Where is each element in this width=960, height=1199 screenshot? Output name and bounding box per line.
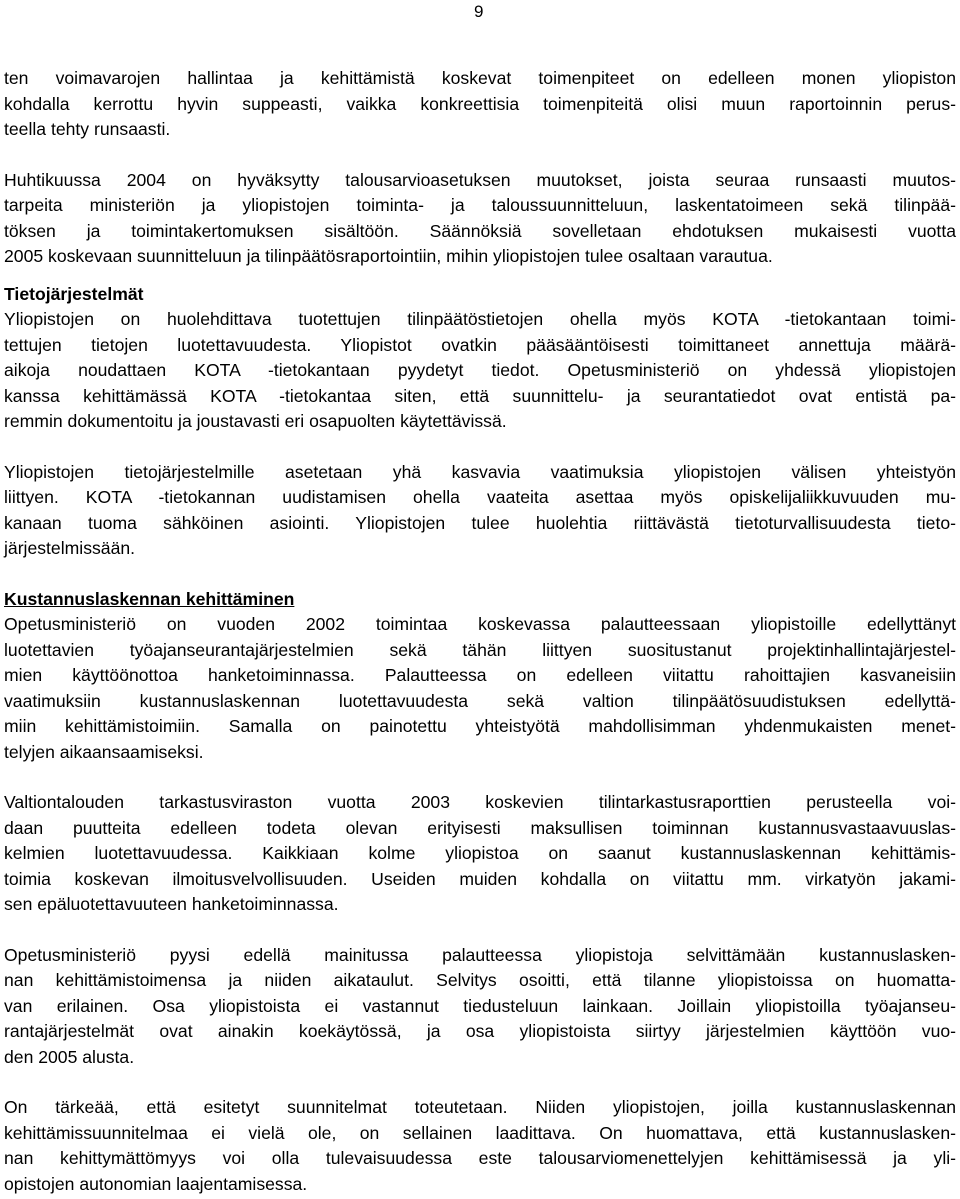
text-line: kanaan tuoma sähköinen asiointi. Yliopistojen tulee huolehtia riittävästä tietoturvallisuudesta tieto- <box>4 512 956 533</box>
text-line: rantajärjestelmät ovat ainakin koekäytössä, ja osa yliopistoista siirtyy järjestelmien käyttöön vuo- <box>4 1021 956 1041</box>
text-line: kanssa kehittämässä KOTA -tietokantaa siten, että suunnittelu- ja seurantatiedot ovat entistä pa- <box>4 385 956 406</box>
text-line: kohdalla kerrottu hyvin suppeasti, vaikka konkreettisia toimenpiteitä olisi muun raportoinnin perus- <box>4 93 956 114</box>
text-line: teella tehty runsaasti. <box>4 119 171 139</box>
text-line: mien käyttöönottoa hanketoiminnassa. Palautteessa on edelleen viitattu rahoittajien kasvaneisiin <box>4 665 956 685</box>
text-line: Yliopistojen on huolehdittava tuotettujen tilinpäätöstietojen ohella myös KOTA -tietokantaan toimi- <box>4 309 956 329</box>
section-heading: Tietojärjestelmät <box>4 283 144 304</box>
text-line: On tärkeää, että esitetyt suunnitelmat toteutetaan. Niiden yliopistojen, joilla kustannuslaskennan <box>4 1097 956 1117</box>
cost-accounting-section <box>4 587 956 766</box>
text-line: Yliopistojen tietojärjestelmille asetetaan yhä kasvavia vaatimuksia yliopistojen välisen yhteistyön <box>4 461 956 482</box>
cost-accounting-paragraph-4 <box>4 1095 956 1197</box>
information-systems-section <box>4 282 956 435</box>
text-line: töksen ja toimintakertomuksen sisältöön. Säännöksiä sovelletaan ehdotuksen mukaisesti vuotta <box>4 220 956 241</box>
intro-paragraph <box>4 66 956 143</box>
cost-accounting-paragraph-2 <box>4 790 956 918</box>
text-line: tettujen tietojen luotettavuudesta. Yliopistot ovatkin pääsääntöisesti toimittaneet annettuja määrä- <box>4 334 956 355</box>
text-line: remmin dokumentoitu ja joustavasti eri osapuolten käytettävissä. <box>4 411 507 431</box>
text-line: Huhtikuussa 2004 on hyväksytty talousarvioasetuksen muutokset, joista seuraa runsaasti muutos- <box>4 169 956 190</box>
text-line: luotettavien työajanseurantajärjestelmien sekä tähän liittyen suositustanut projektinhallintajärjestel- <box>4 639 956 660</box>
information-systems-paragraph-2 <box>4 460 956 562</box>
text-line: Valtiontalouden tarkastusviraston vuotta 2003 koskevien tilintarkastusraporttien perusteella voi- <box>4 792 956 812</box>
page-number: 9 <box>474 2 484 21</box>
text-line: vaatimuksiin kustannuslaskennan luotettavuudesta sekä valtion tilinpäätösuudistuksen edellyttä- <box>4 690 956 711</box>
text-line: telyjen aikaansaamiseksi. <box>4 741 204 762</box>
text-line: Opetusministeriö pyysi edellä mainitussa palautteessa yliopistoja selvittämään kustannuslasken- <box>4 944 956 965</box>
text-line: ten voimavarojen hallintaa ja kehittämistä koskevat toimenpiteet on edelleen monen yliopiston <box>4 68 956 88</box>
text-line: sen epäluotettavuuteen hanketoiminnassa. <box>4 894 339 914</box>
document-body <box>4 66 956 1197</box>
budget-decree-paragraph <box>4 168 956 270</box>
text-line: aikoja noudattaen KOTA -tietokantaan pyydetyt tiedot. Opetusministeriö on yhdessä yliopistojen <box>4 360 956 380</box>
text-line: nan kehittymättömyys voi olla tulevaisuudessa este talousarviomenettelyjen kehittämisessä ja yli- <box>4 1148 956 1168</box>
text-line: toimia koskevan ilmoitusvelvollisuuden. Useiden muiden kohdalla on viitattu mm. virkatyön jakami- <box>4 868 956 889</box>
text-line: 2005 koskevaan suunnitteluun ja tilinpäätösraportointiin, mihin yliopistojen tulee osaltaan varautua. <box>4 246 773 266</box>
text-line: nan kehittämistoimensa ja niiden aikataulut. Selvitys osoitti, että tilanne yliopistoissa on huomatta- <box>4 970 956 990</box>
cost-accounting-paragraph-3 <box>4 943 956 1071</box>
text-line: liittyen. KOTA -tietokannan uudistamisen ohella vaateita asettaa myös opiskelijaliikkuvuuden mu- <box>4 487 956 507</box>
text-line: den 2005 alusta. <box>4 1046 135 1067</box>
text-line: miin kehittämistoimiin. Samalla on painotettu yhteistyötä mahdollisimman yhdenmukaisten menet- <box>4 716 956 736</box>
text-line: järjestelmissään. <box>4 538 136 558</box>
text-line: kelmien luotettavuudessa. Kaikkiaan kolme yliopistoa on saanut kustannuslaskennan kehittämis- <box>4 843 956 863</box>
text-line: kehittämissuunnitelmaa ei vielä ole, on sellainen laadittava. On huomattava, että kustannuslasken- <box>4 1122 956 1143</box>
text-line: van erilainen. Osa yliopistoista ei vastannut tiedusteluun lainkaan. Joillain yliopistoilla työajanseu- <box>4 995 956 1016</box>
section-heading: Kustannuslaskennan kehittäminen <box>4 588 295 609</box>
text-line: daan puutteita edelleen todeta olevan erityisesti maksullisen toiminnan kustannusvastaavuuslas- <box>4 817 956 838</box>
text-line: tarpeita ministeriön ja yliopistojen toiminta- ja taloussuunnitteluun, laskentatoimeen sekä tilinpää- <box>4 195 956 215</box>
text-line: Opetusministeriö on vuoden 2002 toimintaa koskevassa palautteessaan yliopistoille edellyttänyt <box>4 614 956 634</box>
text-line: opistojen autonomian laajentamisessa. <box>4 1173 308 1194</box>
